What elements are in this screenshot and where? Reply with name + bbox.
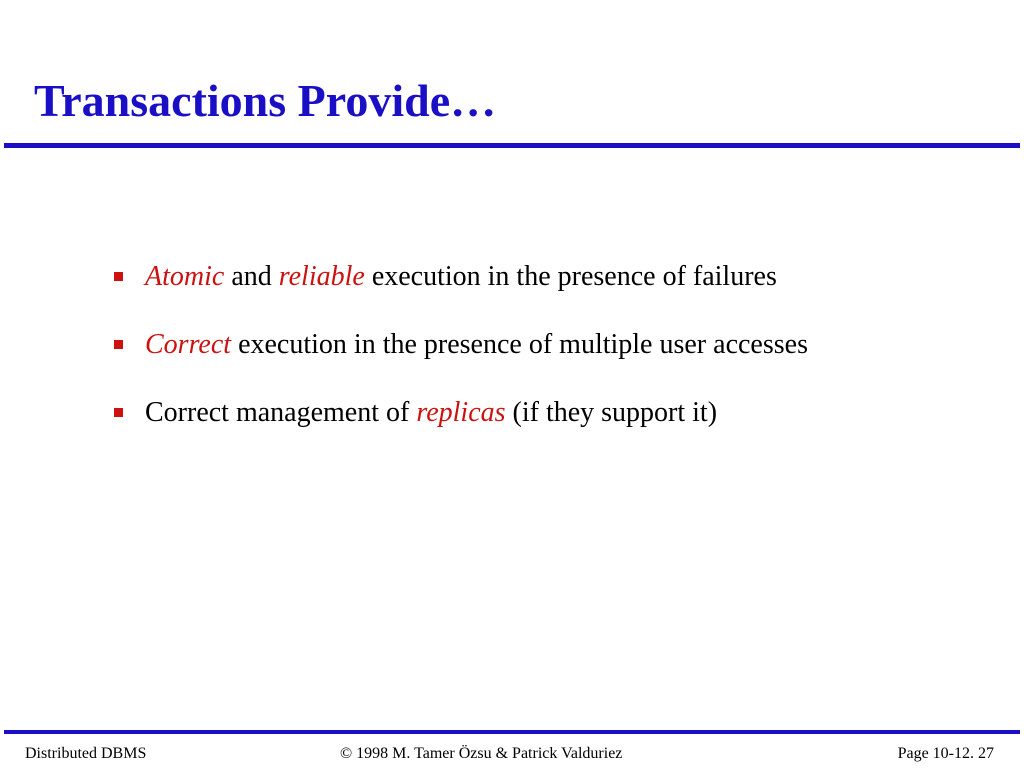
emphasis-text: reliable — [278, 261, 365, 292]
footer-divider — [4, 730, 1020, 734]
square-bullet-icon — [114, 272, 123, 281]
bullet-text: execution in the presence of multiple user accesses — [231, 329, 808, 360]
bullet-item — [110, 256, 870, 298]
bullet-text: execution in the presence of failures — [364, 261, 777, 292]
title-divider — [4, 143, 1020, 148]
emphasis-text: Atomic — [145, 261, 225, 292]
square-bullet-icon — [114, 408, 123, 417]
bullet-list — [110, 256, 870, 460]
bullet-text: (if they support it) — [505, 397, 718, 428]
emphasis-text: replicas — [416, 397, 506, 428]
slide-title: Transactions Provide… — [34, 75, 497, 126]
footer-copyright: © 1998 M. Tamer Özsu & Patrick Valduriez — [340, 745, 623, 762]
bullet-text: and — [224, 261, 279, 292]
square-bullet-icon — [114, 340, 123, 349]
footer-course: Distributed DBMS — [25, 745, 147, 762]
bullet-text: Correct management of — [145, 397, 417, 428]
footer-page-number: Page 10-12. 27 — [897, 745, 994, 762]
bullet-item — [110, 392, 870, 434]
emphasis-text: Correct — [145, 329, 232, 360]
bullet-item — [110, 324, 870, 366]
